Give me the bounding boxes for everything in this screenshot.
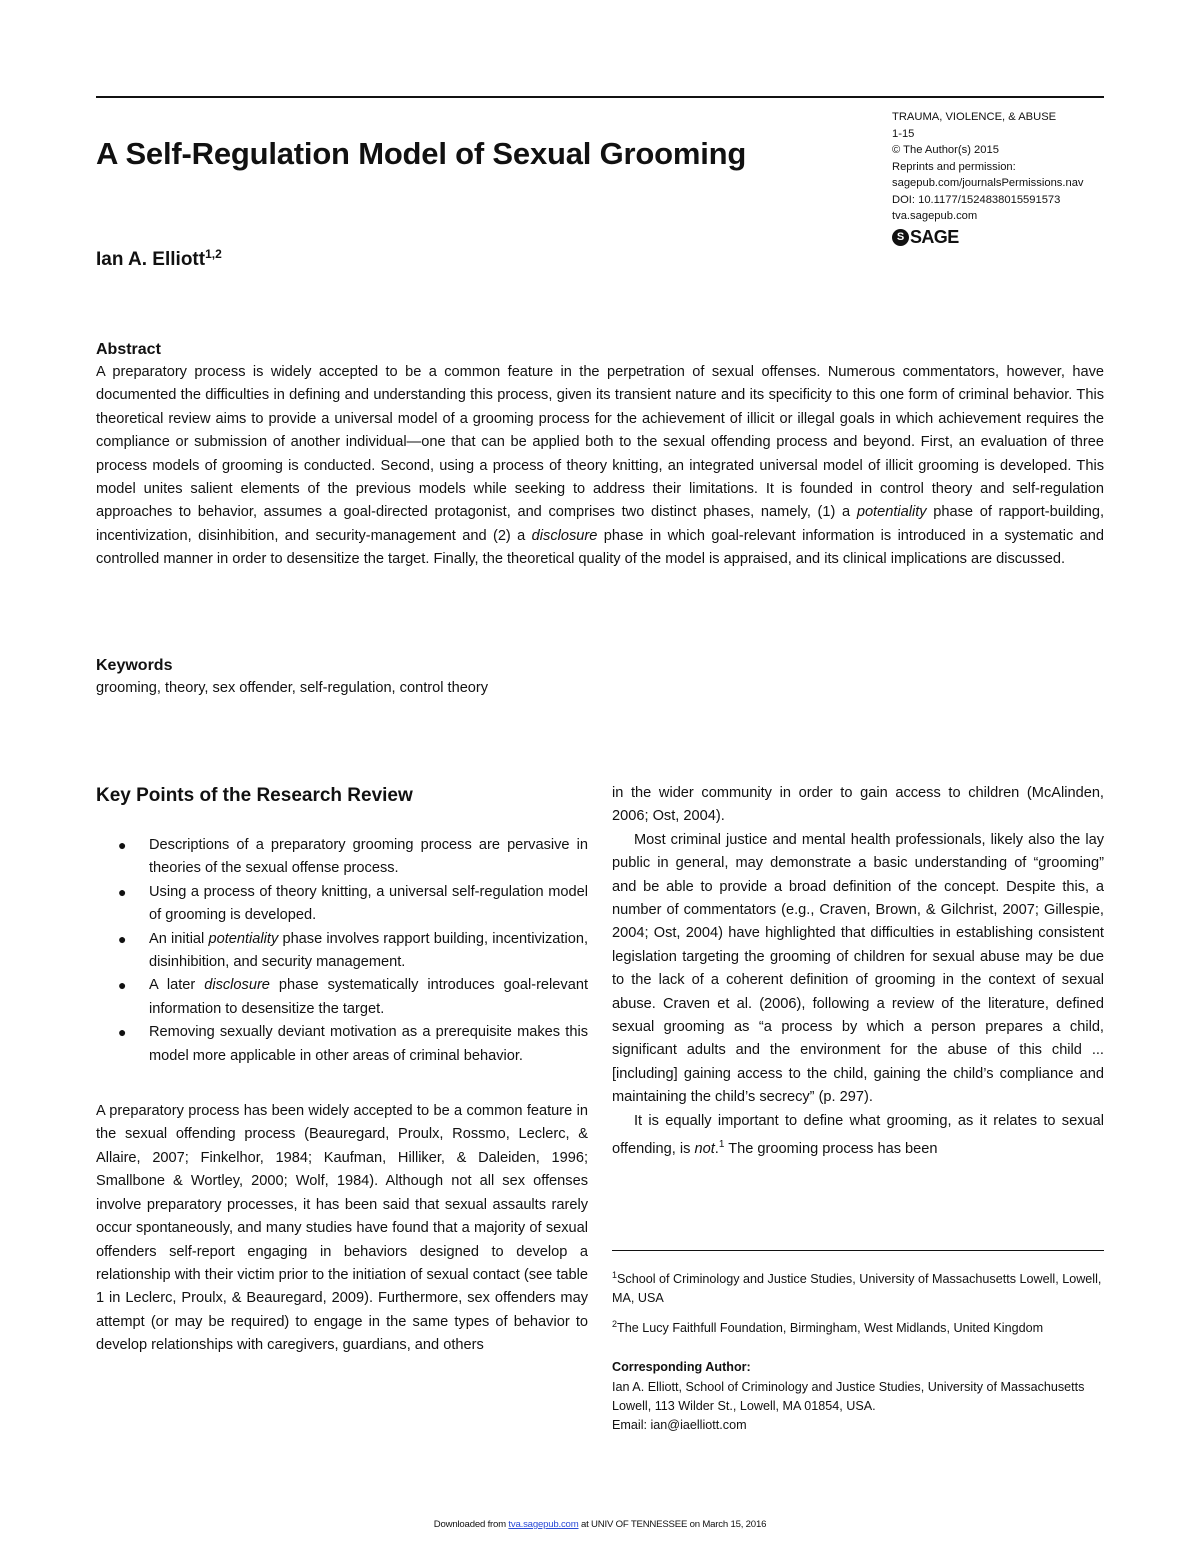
key-points-heading: Key Points of the Research Review <box>96 785 413 806</box>
abstract-text-part3: phase in which goal-relevant information is introduced in a systematic and controlled manner in order to desensitize the target. Finally, the theoretical quality of the model is appraised, and its clinical implications are discussed. <box>96 527 1104 568</box>
keywords-label: Keywords <box>96 657 173 674</box>
bullet-dot-icon: ● <box>118 930 127 947</box>
abstract-text-part1: A preparatory process is widely accepted to be a common feature in the perpetration of sexual offenses. Numerous commentators, however, have documented the difficulties in defining and understanding this process, given its transient nature and its specificity to this one form of criminal behavior. This theoretical review aims to provide a universal model of a grooming process for the achievement of illicit or illegal goals in which achievement requires the compliance or submission of another individual—one that can be applied both to the sexual offending process and beyond. First, an evaluation of three process models of grooming is conducted. Second, using a process of theory knitting, an integrated universal model of illicit grooming is developed. This model unites salient elements of the previous models while seeking to address their limitations. It is founded in control theory and self-regulation approaches to behavior, assumes a goal-directed protagonist, and comprises two distinct phases, namely, (1) a <box>96 364 1104 521</box>
journal-pages: 1-15 <box>892 127 915 140</box>
body-paragraph: A preparatory process has been widely accepted to be a common feature in the sexual offending process (Beauregard, Proulx, Rossmo, Leclerc, & Allaire, 2007; Finkelhor, 1984; Kaufman, Hilliker, & Daleiden, 1996; Smallbone & Wortley, 2000; Wolf, 1984). Although not all sex offenses involve preparatory processes, it has been said that sexual assaults rarely occur spontaneously, and many studies have found that a majority of sexual offenders self-report engaging in behaviors designed to develop a relationship with their victim prior to the initiation of sexual contact (see table 1 in Leclerc, Proulx, & Beauregard, 2009). Furthermore, sex offenders may attempt (or may be required) to engage in the same types of behavior to develop relationships with caregivers, guardians, and others <box>96 1103 588 1354</box>
keywords-section <box>96 654 1104 700</box>
body-text-span: It is equally important to define what grooming, as it relates to sexual offending, is <box>612 1112 1104 1158</box>
download-note-suffix: at UNIV OF TENNESSEE on March 15, 2016 <box>578 1519 767 1530</box>
body-paragraph: Most criminal justice and mental health professionals, likely also the lay public in general, may demonstrate a basic understanding of “grooming” and be able to provide a broad definition of the concept. Despite this, a number of commentators (e.g., Craven, Brown, & Gilchrist, 2007; Gillespie, 2004; Ost, 2004) have highlighted that difficulties in establishing consistent legislation targeting the grooming of children for sexual abuse may be due to the lack of a coherent definition of grooming in the context of sexual abuse. Craven et al. (2006), following a review of the literature, defined sexual grooming as “a process by which a person prepares a child, significant adults and the environment for the abuse of this child ... [including] gaining access to the child, gaining the child’s compliance and maintaining the child’s secrecy” (p. 297). <box>612 831 1104 1106</box>
abstract-section <box>96 338 1104 572</box>
key-point-item <box>96 974 588 1021</box>
key-point-text: Removing sexually deviant motivation as a prerequisite makes this model more applicable in other areas of criminal behavior. <box>149 1024 588 1064</box>
left-column <box>96 782 588 1358</box>
key-point-term: potentiality <box>208 930 279 947</box>
right-column <box>612 782 1104 1162</box>
download-note-link[interactable]: tva.sagepub.com <box>508 1519 579 1530</box>
key-point-item <box>96 928 588 975</box>
author-affiliation-marks: 1,2 <box>205 247 222 261</box>
key-point-text: A later <box>149 977 205 994</box>
key-point-item <box>96 834 588 881</box>
footnote-mark: 2 <box>612 1318 618 1329</box>
bullet-dot-icon: ● <box>118 977 127 994</box>
footnote-ref[interactable]: 1 <box>718 1139 725 1151</box>
permissions-link[interactable]: sagepub.com/journalsPermissions.nav <box>892 177 1084 189</box>
bullet-dot-icon: ● <box>118 837 127 853</box>
abstract-term-disclosure: disclosure <box>531 527 598 544</box>
abstract-term-potentiality: potentiality <box>856 504 927 521</box>
sage-logo <box>892 226 1107 247</box>
corresponding-author-text: Ian A. Elliott, School of Criminology and Justice Studies, University of Massachusetts Lowell, 113 Wilder St., Lowell, MA 01854, USA. <box>612 1379 1085 1414</box>
footnote-rule <box>612 1250 1104 1251</box>
reprints-label: Reprints and permission: <box>892 160 1016 173</box>
corresponding-author-email[interactable]: Email: ian@iaelliott.com <box>612 1418 747 1433</box>
keywords-text: grooming, theory, sex offender, self-regulation, control theory <box>96 680 489 696</box>
key-points-list <box>96 834 588 1068</box>
journal-name: TRAUMA, VIOLENCE, & ABUSE <box>892 111 1057 123</box>
bullet-dot-icon: ● <box>118 1024 127 1041</box>
key-point-text: Using a process of theory knitting, a universal self-regulation model of grooming is developed. <box>149 883 588 924</box>
journal-info <box>892 109 1107 246</box>
key-point-text: phase systematically introduces goal-relevant information to desensitize the target. <box>149 977 588 1017</box>
key-point-text: An initial <box>149 930 209 947</box>
key-point-text: Descriptions of a preparatory grooming process are pervasive in theories of the sexual offense process. <box>149 837 588 877</box>
article-title: A Self-Regulation Model of Sexual Grooming <box>96 136 747 171</box>
abstract-text-part2: phase of rapport-building, incentivization, disinhibition, and security-management and (2) a <box>96 504 1104 544</box>
sage-logo-icon: S <box>892 229 909 246</box>
sage-logo-word: SAGE <box>910 226 959 247</box>
top-rule <box>96 96 1104 98</box>
author-name: Ian A. Elliott <box>96 249 206 270</box>
footnote-mark: 1 <box>612 1270 618 1280</box>
body-emphasis: not <box>694 1141 715 1158</box>
download-note-prefix: Downloaded from <box>433 1519 509 1530</box>
key-point-item <box>96 881 588 928</box>
journal-copyright: © The Author(s) 2015 <box>892 144 999 156</box>
key-point-term: disclosure <box>204 977 270 994</box>
abstract-text <box>96 361 1104 572</box>
footnote-affiliation-1 <box>612 1266 1104 1309</box>
body-text-span: The grooming process has been <box>724 1141 938 1158</box>
footnote-affiliation-2 <box>612 1315 1104 1338</box>
footnote-text: School of Criminology and Justice Studies, University of Massachusetts Lowell, Lowell, MA, USA <box>612 1272 1102 1306</box>
abstract-label: Abstract <box>96 341 161 358</box>
key-point-item <box>96 1021 588 1068</box>
body-paragraph: It is equally important to define what grooming, as it relates to sexual offending, is not.$^1$ The grooming process has been <box>612 1112 1104 1158</box>
download-note <box>0 1519 1200 1530</box>
corresponding-author-label: Corresponding Author: <box>612 1360 751 1375</box>
footnote-text: The Lucy Faithfull Foundation, Birmingham, West Midlands, United Kingdom <box>617 1320 1044 1335</box>
body-paragraph: in the wider community in order to gain access to children (McAlinden, 2006; Ost, 2004). <box>612 785 1104 825</box>
journal-site-link[interactable]: tva.sagepub.com <box>892 210 978 222</box>
doi-text: DOI: 10.1177/1524838015591573 <box>892 193 1061 206</box>
bullet-dot-icon: ● <box>118 883 127 900</box>
footnotes <box>612 1266 1104 1436</box>
key-point-text: phase involves rapport building, incentivization, disinhibition, and security management. <box>149 930 588 971</box>
author-line <box>96 240 222 274</box>
